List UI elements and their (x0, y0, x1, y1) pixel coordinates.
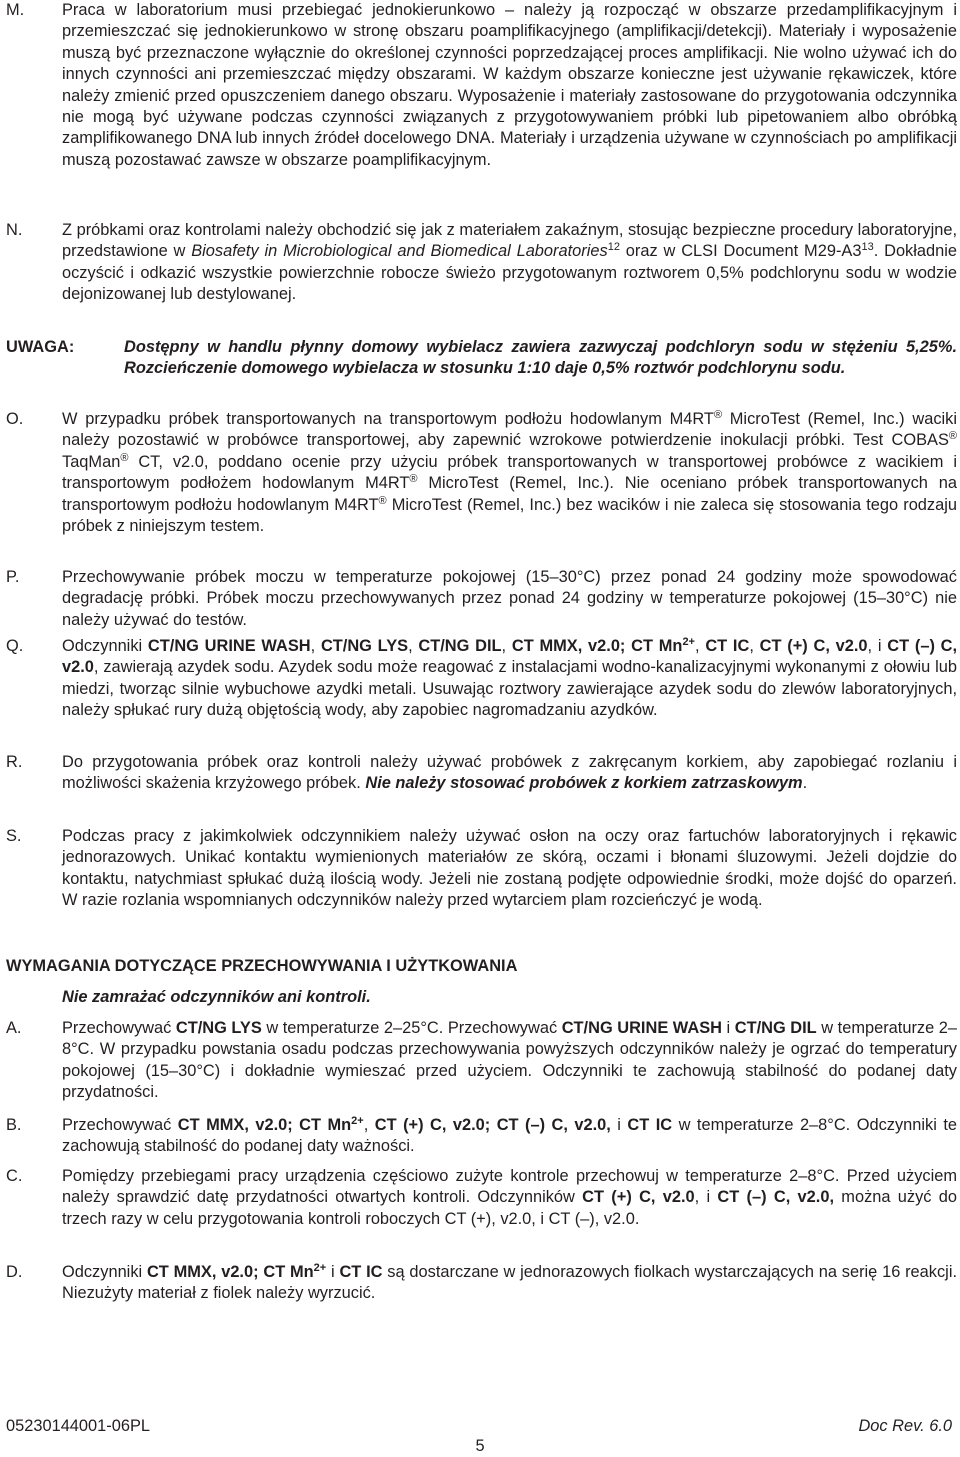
item-text (62, 220, 957, 306)
page-number: 5 (475, 1437, 485, 1455)
document-revision: Doc Rev. 6.0 (858, 1417, 952, 1435)
reference-number: 13 (861, 241, 874, 254)
text-run: w temperaturze 2–8°C. Odczynniki te zachowują stabilność do podanej daty ważności. (62, 1116, 958, 1156)
registered-mark: ® (948, 430, 957, 443)
text-run: Odczynniki (62, 1263, 147, 1281)
registered-mark: ® (378, 494, 387, 507)
reagent-name: CT (+) C, v2.0; CT (–) C, v2.0, (374, 1116, 611, 1134)
registered-mark: ® (713, 409, 723, 421)
text-run: Przechowywać (62, 1116, 178, 1134)
text-run: w temperaturze 2–25°C. Przechowywać (261, 1019, 562, 1037)
text-run: , (694, 637, 706, 655)
list-item-o (6, 409, 957, 537)
text-run: MicroTest (Remel, Inc.). Nie oceniano próbek transportowanych na transportowym podłożu hodowlanym M4RT (62, 474, 957, 514)
reagent-name: CT IC (339, 1263, 383, 1281)
text-run: i (326, 1263, 340, 1281)
text-run: w temperaturze 2–8°C. W przypadku powstania osadu podczas przechowywania powyższych odczynników należy je ogrzać do temperatury pokojowej (15–30°C) i dokładnie wymieszać przed użyciem. Odczynniki te zachowują stabilność do podanej daty przydatności. (62, 1019, 958, 1102)
text-run: Z próbkami oraz kontrolami należy obchodzić się jak z materiałem zakaźnym, stosując bezpieczne procedury laboratoryjne, przedstawione w (62, 221, 957, 261)
text-run: . (802, 774, 808, 793)
item-text (62, 1262, 957, 1305)
item-text (62, 409, 957, 537)
text-run: TaqMan (62, 452, 121, 471)
list-item-s (6, 826, 957, 912)
superscript: 2+ (682, 636, 695, 648)
reagent-name: CT (–) C, v2.0 (62, 637, 958, 677)
registered-mark: ® (120, 451, 129, 464)
text-run: , (749, 637, 760, 655)
item-letter: N. (6, 221, 23, 239)
citation-title: Biosafety in Microbiological and Biomedical Laboratories (191, 242, 608, 261)
emphasis: Nie należy stosować probówek z korkiem zatrzaskowym (365, 774, 803, 793)
reagent-name: CT (–) C, v2.0, (717, 1188, 835, 1207)
text-run: CT, v2.0, poddano ocenie przy użyciu próbek transportowanych w transportowej probówce z wacikiem i transportowym podłożem hodowlanym M4RT (62, 452, 957, 493)
item-text (62, 1115, 957, 1158)
item-letter: Q. (6, 637, 24, 655)
item-text: Praca w laboratorium musi przebiegać jednokierunkowo – należy ją rozpocząć w obszarze przedamplifikacyjnym i przemieszczać się jednokierunkowo w stronę obszaru poamplifikacyjnego (amplifikacji/detekcji). Materiały i wyposażenie muszą być przeznaczone wyłącznie do określonej czynności poprzedzającej proces amplifikacji. Nie wolno używać ich do innych czynności ani przemieszczać między obszarami. W każdym obszarze konieczne jest używanie rękawiczek, które należy zmienić przed opuszczeniem danego obszaru. Wyposażenie i materiały zastosowane do przygotowania odczynnika nie mogą być używane podczas czynności związanych z przygotowywaniem próbki lub pipetowaniem albo obróbką zamplifikowanego DNA lub innych źródeł docelowego DNA. Materiały i urządzenia używane w czynnościach po amplifikacji muszą pozostawać zawsze w obszarze poamplifikacyjnym. (62, 1, 957, 169)
text-run: , zawierają azydek sodu. Azydek sodu może reagować z instalacjami wodno-kanalizacyjnymi wykonanymi z ołowiu lub miedzi, tworząc silnie wybuchowe azydki metali. Usuwając roztwory zawierające azydek sodu do zlewów laboratoryjnych, należy spłukać rury dużą objętością wody, aby zapobiec nagromadzaniu azydków. (62, 658, 957, 720)
text-run: Do przygotowania próbek oraz kontroli należy używać probówek z zakręcanym korkiem, aby zapobiegać rozlaniu i możliwości skażenia krzyżowego próbek. (62, 753, 957, 793)
superscript: 2+ (313, 1262, 327, 1274)
reagent-name: CT MMX, v2.0; CT Mn (511, 637, 683, 655)
reagent-name: CT/NG DIL (418, 637, 502, 655)
reagent-name: CT/NG DIL (734, 1019, 817, 1037)
text-run: , i (694, 1188, 718, 1207)
reagent-name: CT (+) C, v2.0 (759, 637, 868, 655)
reagent-name: CT IC (705, 637, 750, 655)
text-run: oraz w CLSI Document M29-A3 (619, 242, 862, 261)
reagent-name: CT/NG LYS (175, 1019, 262, 1037)
reagent-name: CT/NG URINE WASH (561, 1019, 722, 1037)
text-run: , (501, 637, 512, 655)
list-item-c (6, 1166, 957, 1230)
item-text (62, 1166, 957, 1230)
section-subheading: Nie zamrażać odczynników ani kontroli. (62, 988, 371, 1006)
note-text: Dostępny w handlu płynny domowy wybielacz zawiera zazwyczaj podchloryn sodu w stężeniu 5,25%. Rozcieńczenie domowego wybielacza w stosunku 1:10 daje 0,5% roztwór podchlorynu sodu. (124, 338, 957, 378)
item-text: Podczas pracy z jakimkolwiek odczynnikiem należy używać osłon na oczy oraz fartuchów laboratoryjnych i rękawic jednorazowych. Unikać kontaktu wymienionych materiałów ze skórą, oczami i błonami śluzowymi. Jeżeli dojdzie do kontaktu, natychmiast spłukać dużą ilością wody. Jeżeli nie zostaną podjęte odpowiednie środki, może dojść do oparzeń. W razie rozlania wspomnianych odczynników należy przed wytarciem plam rozcieńczyć je wodą. (62, 827, 957, 910)
registered-mark: ® (409, 473, 418, 486)
list-item-n (6, 220, 957, 306)
text-run: i (721, 1019, 735, 1037)
reference-number: 12 (607, 241, 620, 254)
text-run: są dostarczane w jednorazowych fiolkach wystarczających na serię 16 reakcji. Niezużyty materiał z fiolek należy wyrzucić. (62, 1263, 958, 1303)
text-run: , (363, 1116, 375, 1134)
text-run: Odczynniki (62, 637, 148, 655)
text-run: , (310, 637, 321, 655)
text-run: . Dokładnie oczyścić i odkazić wszystkie powierzchnie robocze świeżo przygotowanym roztworem 0,5% podchlorynu sodu w wodzie dejonizowanej lub destylowanej. (62, 242, 957, 304)
list-item-p (6, 567, 957, 631)
text-run: W przypadku próbek transportowanych na transportowym podłożu hodowlanym M4RT (62, 410, 714, 428)
text-run: MicroTest (Remel, Inc.) bez wacików i nie zaleca się stosowania tego rodzaju próbek z niniejszym testem. (62, 495, 957, 536)
item-letter: C. (6, 1167, 23, 1185)
item-letter: O. (6, 410, 24, 428)
text-run: , i (867, 637, 888, 655)
item-text: Przechowywanie próbek moczu w temperaturze pokojowej (15–30°C) przez ponad 24 godziny może spowodować degradację próbki. Próbek moczu przechowywanych przez ponad 24 godziny w temperaturze pokojowej (15–30°C) nie należy używać do testów. (62, 568, 957, 629)
text-run: , (408, 637, 419, 655)
text-run: i (610, 1116, 628, 1134)
text-run: Pomiędzy przebiegami pracy urządzenia częściowo zużyte kontrole przechowuj w temperaturze 2–8°C. Przed użyciem należy sprawdzić datę przydatności otwartych kontroli. Odczynników (62, 1167, 957, 1207)
item-letter: R. (6, 753, 23, 771)
list-item-b (6, 1115, 957, 1158)
reagent-name: CT/NG URINE WASH (147, 637, 311, 655)
list-item-r (6, 752, 957, 795)
note-box (6, 337, 957, 380)
note-label: UWAGA: (6, 338, 75, 356)
item-letter: P. (6, 568, 20, 586)
item-text (62, 636, 957, 722)
reagent-name: CT MMX, v2.0; CT Mn (177, 1116, 352, 1134)
reagent-name: CT (+) C, v2.0 (582, 1188, 695, 1207)
section-heading: WYMAGANIA DOTYCZĄCE PRZECHOWYWANIA I UŻYTKOWANIA (6, 957, 518, 975)
document-code: 05230144001-06PL (6, 1417, 151, 1435)
list-item-d (6, 1262, 957, 1305)
text-run: można użyć do trzech razy w celu przygotowania kontroli roboczych CT (+), v2.0, i CT (–), v2.0. (62, 1188, 957, 1228)
reagent-name: CT MMX, v2.0; CT Mn (146, 1263, 314, 1281)
item-text (62, 1018, 957, 1104)
list-item-a (6, 1018, 957, 1104)
list-item-m (6, 0, 957, 171)
item-letter: M. (6, 1, 25, 19)
item-letter: B. (6, 1116, 22, 1134)
superscript: 2+ (351, 1115, 364, 1127)
item-letter: S. (6, 827, 22, 845)
text-run: Przechowywać (62, 1019, 176, 1037)
reagent-name: CT/NG LYS (320, 637, 409, 655)
item-text (62, 752, 957, 795)
list-item-q (6, 636, 957, 722)
item-letter: A. (6, 1019, 22, 1037)
text-run: MicroTest (Remel, Inc.) waciki należy pozostawić w probówce transportowej, aby zapewnić wzrokowe potwierdzenie inokulacji próbki. Test COBAS (62, 410, 957, 450)
reagent-name: CT IC (627, 1116, 673, 1134)
item-letter: D. (6, 1263, 23, 1281)
